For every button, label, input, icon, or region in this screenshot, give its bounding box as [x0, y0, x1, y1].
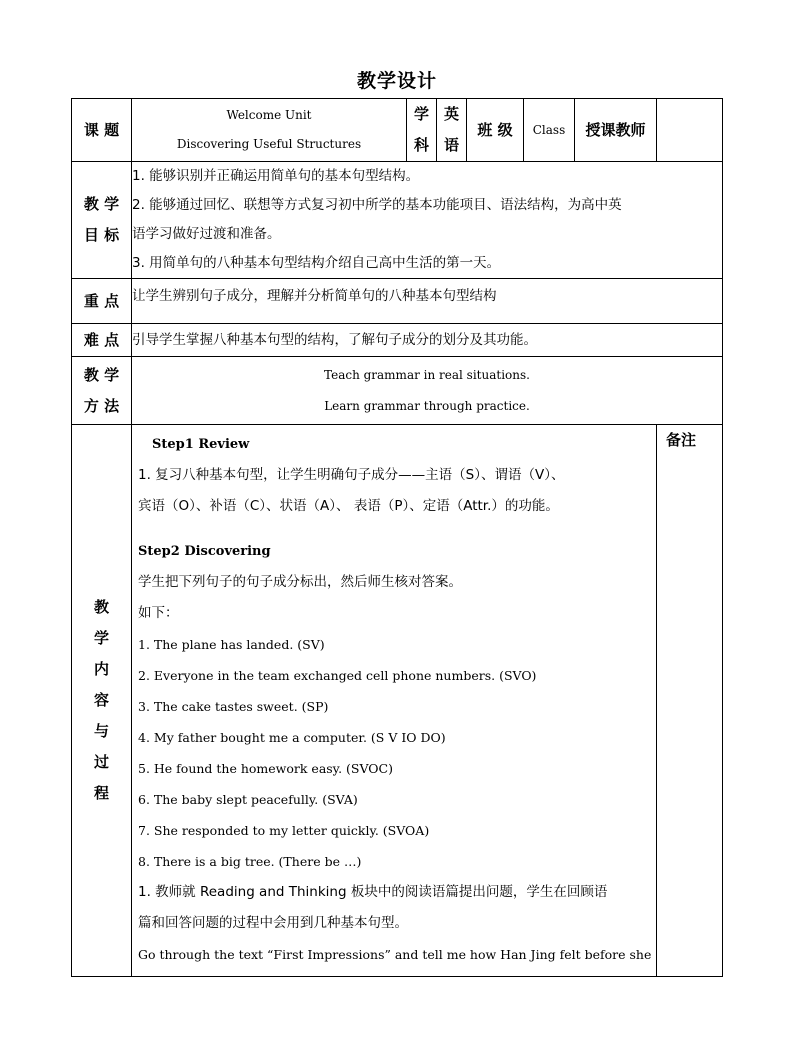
topic-cell: [132, 99, 407, 162]
content-label: [72, 425, 132, 977]
content-label-char: 教: [93, 598, 109, 616]
methods-label-line-2: 方 法: [83, 396, 120, 415]
goal-item: 2. 能够通过回忆、联想等方式复习初中所学的基本功能项目、语法结构，为高中英: [132, 197, 622, 213]
difficulty-text: 引导学生掌握八种基本句型的结构，了解句子成分的划分及其功能。: [132, 324, 723, 357]
subject-value: [437, 99, 467, 162]
method-line: Teach grammar in real situations.: [324, 367, 530, 382]
difficulty-label: 难 点: [72, 324, 132, 357]
methods-label: [72, 357, 132, 425]
topic-line-2: Discovering Useful Structures: [176, 137, 362, 151]
notes-column: 备注: [657, 425, 723, 977]
goal-item: 3. 用简单句的八种基本句型结构介绍自己高中生活的第一天。: [132, 255, 501, 271]
difficulty-row: [72, 324, 723, 357]
class-value: Class: [524, 99, 575, 162]
step2-intro: 如下：: [138, 605, 179, 621]
goal-item: 语学习做好过渡和准备。: [132, 226, 281, 242]
content-label-char: 程: [93, 784, 109, 802]
header-row: [72, 99, 723, 162]
step1-line: 1. 复习八种基本句型，让学生明确句子成分——主语（S）、谓语（V）、: [138, 467, 565, 483]
topic-label: 课 题: [72, 99, 132, 162]
key-point-label: 重 点: [72, 279, 132, 324]
example-sentence: 1. The plane has landed. (SV): [138, 637, 325, 652]
task-line: 1. 教师就 Reading and Thinking 板块中的阅读语篇提出问题，学生在回顾语: [138, 884, 608, 900]
example-sentence: 5. He found the homework easy. (SVOC): [138, 761, 393, 776]
goals-content: [132, 162, 723, 279]
class-label: 班 级: [467, 99, 524, 162]
example-sentence: 3. The cake tastes sweet. (SP): [138, 699, 329, 714]
goals-label-line-2: 目 标: [83, 226, 120, 244]
lesson-plan-table: [71, 98, 723, 977]
content-row: [72, 425, 723, 977]
subject-value-char-1: 英: [443, 105, 459, 123]
example-sentence: 4. My father bought me a computer. (S V IO DO): [138, 730, 446, 745]
goals-label: [72, 162, 132, 279]
key-point-text: 让学生辨别句子成分，理解并分析简单句的八种基本句型结构: [132, 279, 723, 324]
goal-item: 1. 能够识别并正确运用简单句的基本句型结构。: [132, 168, 420, 184]
goals-label-line-1: 教 学: [83, 195, 120, 213]
teacher-value: [657, 99, 723, 162]
task-line: 篇和回答问题的过程中会用到几种基本句型。: [138, 915, 408, 931]
key-point-row: [72, 279, 723, 324]
example-sentence: 2. Everyone in the team exchanged cell phone numbers. (SVO): [138, 668, 537, 683]
example-sentence: 6. The baby slept peacefully. (SVA): [138, 792, 358, 807]
methods-row: [72, 357, 723, 425]
goals-row: [72, 162, 723, 279]
task-line: Go through the text “First Impressions” and tell me how Han Jing felt before she: [138, 947, 652, 962]
example-sentence: 7. She responded to my letter quickly. (SVOA): [138, 823, 430, 838]
topic-line-1: Welcome Unit: [226, 108, 312, 122]
page-title: 教学设计: [356, 70, 437, 92]
content-label-char: 容: [93, 691, 109, 709]
content-label-char: 与: [93, 722, 109, 740]
content-label-char: 过: [93, 753, 109, 771]
step1-line: 宾语（O）、补语（C）、状语（A）、 表语（P）、定语（Attr.）的功能。: [138, 498, 559, 514]
step2-intro: 学生把下列句子的句子成分标出，然后师生核对答案。: [138, 574, 462, 590]
content-label-char: 内: [93, 660, 109, 678]
method-line: Learn grammar through practice.: [324, 398, 530, 413]
methods-content: [132, 357, 723, 425]
subject-label-char-2: 科: [413, 136, 429, 154]
content-body: [132, 425, 657, 977]
subject-label: [407, 99, 437, 162]
content-label-char: 学: [93, 629, 109, 647]
step1-title: Step1 Review: [152, 437, 250, 452]
subject-value-char-2: 语: [443, 136, 459, 154]
methods-label-line-1: 教 学: [83, 365, 120, 384]
subject-label-char-1: 学: [413, 105, 429, 123]
teacher-label: 授课教师: [575, 99, 657, 162]
step2-title: Step2 Discovering: [138, 544, 271, 559]
example-sentence: 8. There is a big tree. (There be …): [138, 854, 362, 869]
